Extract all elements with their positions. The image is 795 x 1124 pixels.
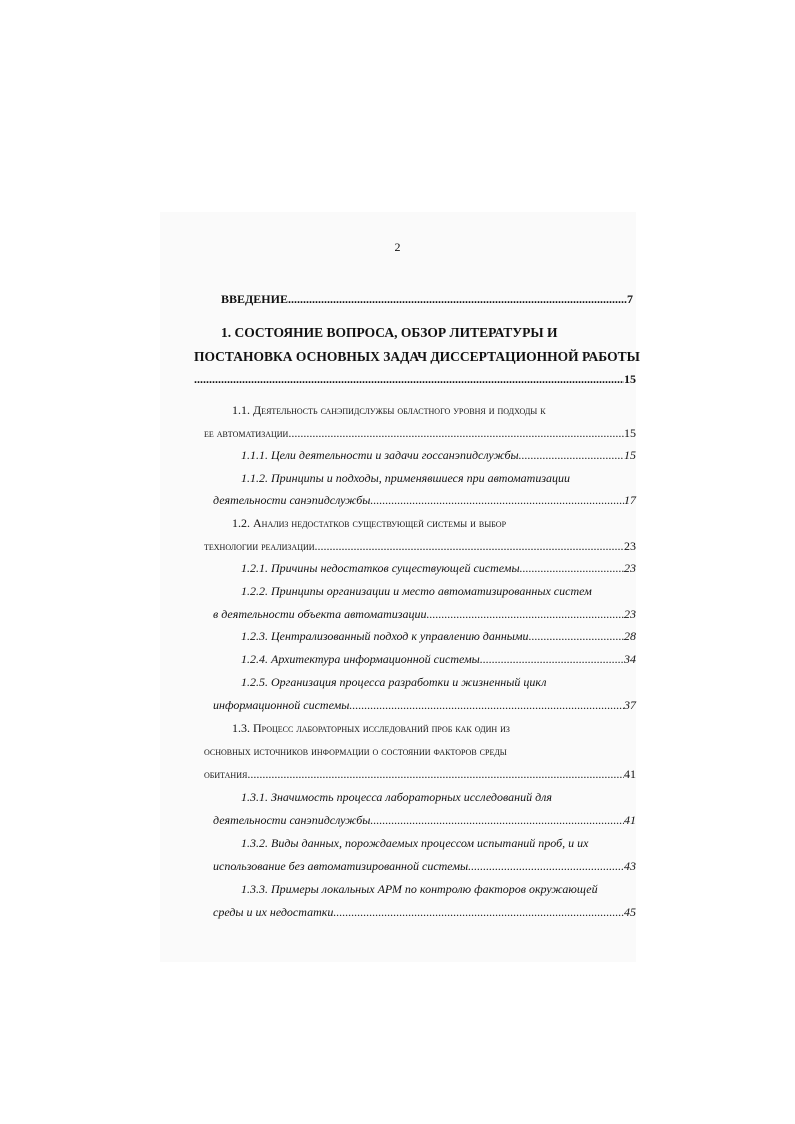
toc-section-1-1-1[interactable] bbox=[241, 447, 636, 463]
toc-title: информационной системы bbox=[213, 698, 350, 712]
toc-title: среды и их недостатки bbox=[213, 905, 334, 919]
toc-section-1-2-5-line1[interactable]: 1.2.5. Организация процесса разработки и жизненный цикл bbox=[241, 675, 547, 689]
toc-chapter-1-line1[interactable]: 1. СОСТОЯНИЕ ВОПРОСА, ОБЗОР ЛИТЕРАТУРЫ И bbox=[221, 325, 558, 340]
leader-dots bbox=[480, 651, 624, 667]
toc-title: 1.2.3. Централизованный подход к управлению данными bbox=[241, 629, 529, 643]
toc-page: 41 bbox=[624, 767, 636, 781]
toc-section-1-1-2-line1[interactable]: 1.1.2. Принципы и подходы, применявшиеся при автоматизации bbox=[241, 471, 571, 485]
toc-section-1-2-line1[interactable]: 1.2. Анализ недостатков существующей системы и выбор bbox=[232, 516, 507, 530]
toc-section-1-2-4[interactable] bbox=[241, 651, 636, 667]
toc-page: 45 bbox=[624, 905, 636, 919]
toc-section-1-2-5-line2[interactable] bbox=[213, 697, 636, 713]
leader-dots bbox=[519, 447, 624, 463]
toc-page: 34 bbox=[624, 652, 636, 666]
toc-section-1-3-line2[interactable]: основных источников информации о состоянии факторов среды bbox=[204, 744, 507, 758]
toc-page: 41 bbox=[624, 813, 636, 827]
leader-dots bbox=[194, 371, 624, 387]
page-number: 2 bbox=[394, 240, 401, 254]
toc-section-1-3-2-line1[interactable]: 1.3.2. Виды данных, порождаемых процессом испытаний проб, и их bbox=[241, 836, 589, 850]
toc-title: 1.1.1. Цели деятельности и задачи госсанэпидслужбы bbox=[241, 448, 519, 462]
toc-title: технологии реализации bbox=[204, 539, 315, 553]
toc-section-1-2-1[interactable] bbox=[241, 560, 636, 576]
toc-title: 1.2.1. Причины недостатков существующей системы bbox=[241, 561, 520, 575]
toc-entry-intro[interactable] bbox=[221, 291, 633, 307]
leader-dots bbox=[247, 766, 624, 782]
leader-dots bbox=[370, 492, 624, 508]
toc-section-1-1-line1[interactable]: 1.1. Деятельность санэпидслужбы областного уровня и подходы к bbox=[232, 403, 546, 417]
toc-title: ее автоматизации bbox=[204, 426, 289, 440]
toc-section-1-3-line1[interactable]: 1.3. Процесс лабораторных исследований проб как один из bbox=[232, 721, 510, 735]
toc-page: 23 bbox=[624, 539, 636, 553]
toc-section-1-2-line2[interactable] bbox=[204, 538, 636, 554]
toc-title: деятельности санэпидслужбы bbox=[213, 493, 371, 507]
toc-title: 1.2.4. Архитектура информационной системы bbox=[241, 652, 480, 666]
toc-section-1-3-1-line2[interactable] bbox=[213, 812, 636, 828]
leader-dots bbox=[520, 560, 624, 576]
toc-title: обитания bbox=[204, 767, 248, 781]
toc-section-1-2-3[interactable] bbox=[241, 628, 636, 644]
toc-section-1-2-2-line2[interactable] bbox=[213, 606, 636, 622]
leader-dots bbox=[370, 812, 624, 828]
toc-title: ВВЕДЕНИЕ bbox=[221, 292, 288, 306]
leader-dots bbox=[315, 538, 624, 554]
toc-section-1-3-3-line1[interactable]: 1.3.3. Примеры локальных АРМ по контролю факторов окружающей bbox=[241, 882, 598, 896]
toc-page: 7 bbox=[627, 292, 633, 306]
leader-dots bbox=[333, 904, 624, 920]
toc-page: 23 bbox=[624, 561, 636, 575]
toc-section-1-3-3-line2[interactable] bbox=[213, 904, 636, 920]
toc-section-1-3-2-line2[interactable] bbox=[213, 858, 636, 874]
toc-page: 15 bbox=[624, 372, 636, 386]
toc-page: 23 bbox=[624, 607, 636, 621]
toc-section-1-3-1-line1[interactable]: 1.3.1. Значимость процесса лабораторных исследований для bbox=[241, 790, 552, 804]
toc-section-1-3-line3[interactable] bbox=[204, 766, 636, 782]
toc-chapter-1-pageline[interactable] bbox=[194, 371, 636, 387]
leader-dots bbox=[288, 425, 624, 441]
toc-page: 15 bbox=[624, 448, 636, 462]
leader-dots bbox=[288, 291, 627, 307]
toc-title: использование без автоматизированной системы bbox=[213, 859, 469, 873]
toc-section-1-1-line2[interactable] bbox=[204, 425, 636, 441]
toc-title: деятельности санэпидслужбы bbox=[213, 813, 371, 827]
leader-dots bbox=[427, 606, 625, 622]
toc-section-1-2-2-line1[interactable]: 1.2.2. Принципы организации и место автоматизированных систем bbox=[241, 584, 592, 598]
toc-chapter-1-line2[interactable]: ПОСТАНОВКА ОСНОВНЫХ ЗАДАЧ ДИССЕРТАЦИОННОЙ РАБОТЫ bbox=[194, 349, 640, 364]
leader-dots bbox=[529, 628, 624, 644]
leader-dots bbox=[468, 858, 624, 874]
toc-page: 17 bbox=[624, 493, 636, 507]
toc-page: 43 bbox=[624, 859, 636, 873]
toc-page: 37 bbox=[624, 698, 636, 712]
toc-page: 28 bbox=[624, 629, 636, 643]
toc-section-1-1-2-line2[interactable] bbox=[213, 492, 636, 508]
toc-title: в деятельности объекта автоматизации bbox=[213, 607, 427, 621]
leader-dots bbox=[349, 697, 624, 713]
toc-page: 15 bbox=[624, 426, 636, 440]
